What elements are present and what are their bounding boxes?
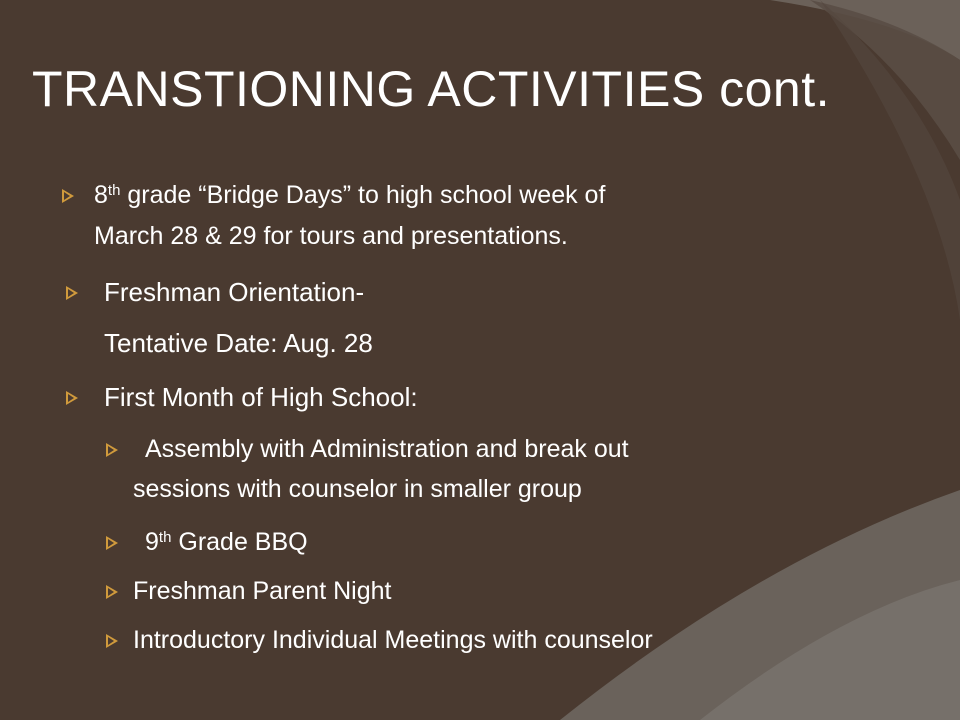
sub-bullet-parent-night: Freshman Parent Night (133, 577, 392, 605)
sub-bullet-assembly-line2: sessions with counselor in smaller group (133, 475, 582, 503)
sub-bullet-arrow-icon (106, 585, 118, 599)
bullet-arrow-icon (62, 189, 74, 203)
bullet-item-bridge-days-line2: March 28 & 29 for tours and presentations. (94, 222, 568, 250)
sub-bullet-bbq (145, 526, 308, 559)
bullet-item-first-month: First Month of High School: (104, 382, 418, 412)
bullet-item-orientation-date: Tentative Date: Aug. 28 (104, 328, 373, 358)
sub-bullet-superscript: th (158, 528, 172, 546)
bullet-arrow-icon (66, 286, 78, 300)
sub-bullet-arrow-icon (106, 536, 118, 550)
bullet-item-bridge-days (94, 179, 605, 212)
sub-bullet-text: Grade BBQ (171, 528, 308, 556)
bullet-superscript: th (107, 181, 121, 199)
sub-bullet-individual-meetings: Introductory Individual Meetings with counselor (133, 626, 653, 654)
sub-bullet-arrow-icon (106, 634, 118, 648)
bullet-number: 8 (94, 181, 108, 209)
bullet-item-freshman-orientation: Freshman Orientation- (104, 277, 365, 307)
bullet-arrow-icon (66, 391, 78, 405)
sub-bullet-arrow-icon (106, 443, 118, 457)
sub-bullet-assembly: Assembly with Administration and break out (145, 435, 629, 463)
sub-bullet-number: 9 (145, 528, 159, 556)
bullet-text: grade “Bridge Days” to high school week of (120, 181, 606, 209)
slide-title: TRANSTIONING ACTIVITIES cont. (32, 61, 830, 117)
